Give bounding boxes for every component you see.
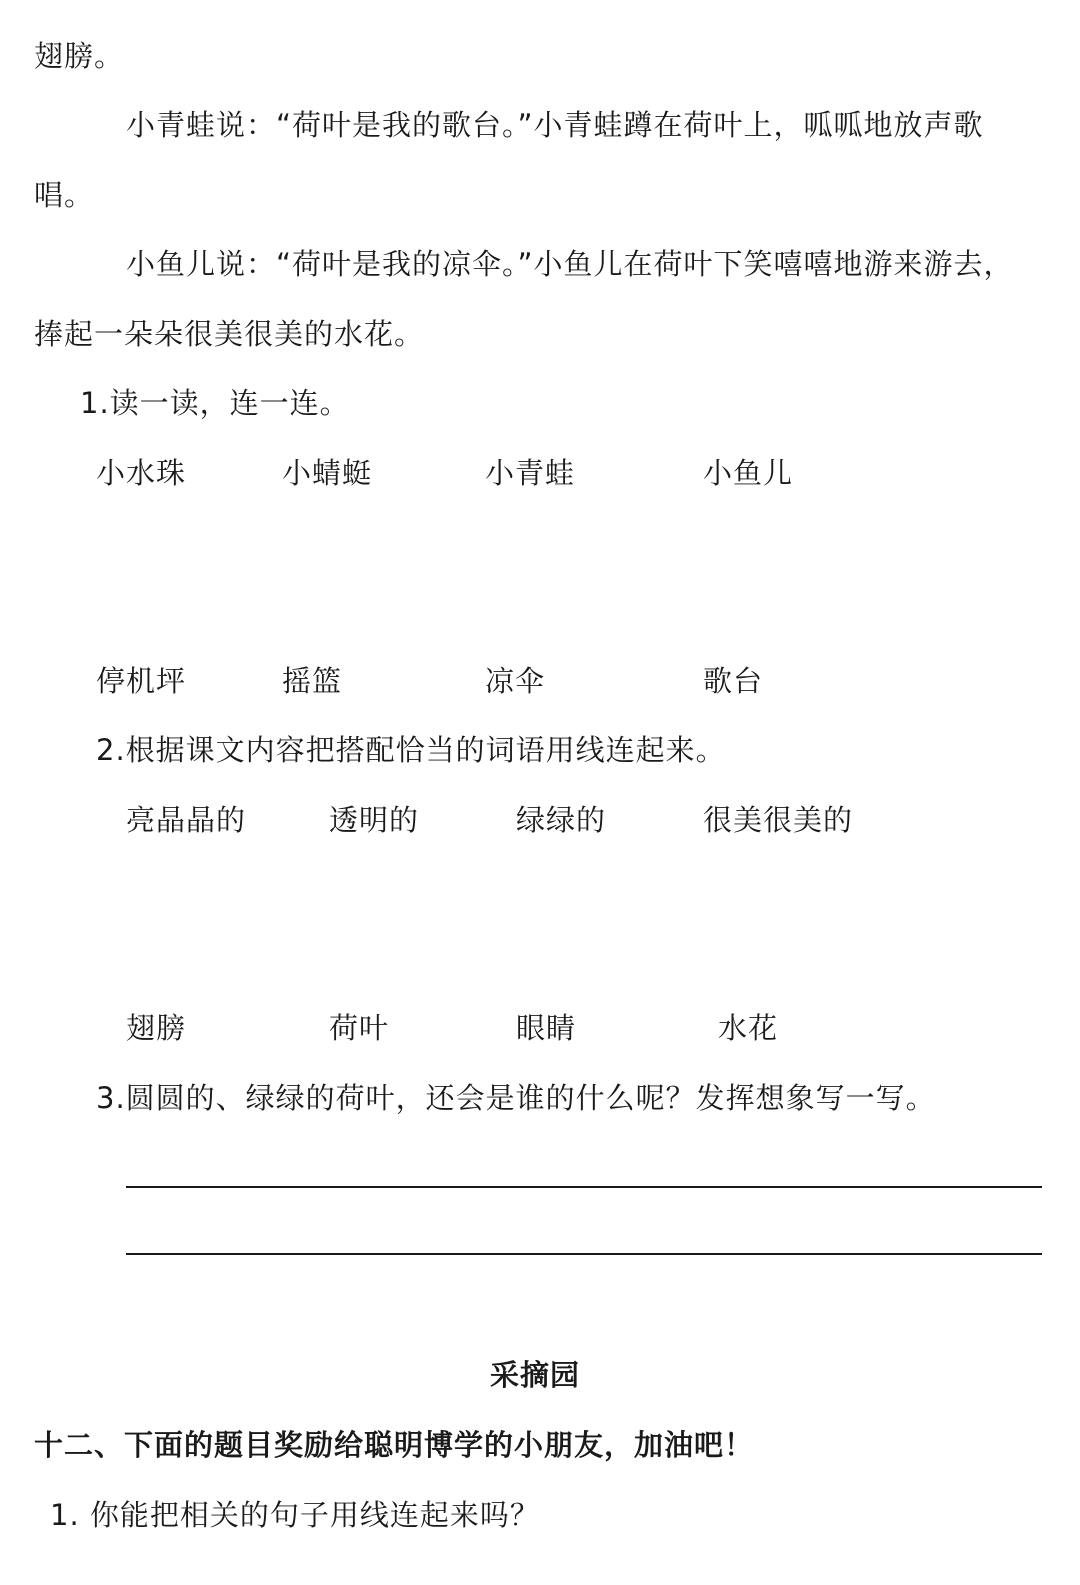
question-3-title: 3.圆圆的、绿绿的荷叶，还会是谁的什么呢？发挥想象写一写。 bbox=[96, 1081, 936, 1115]
question-1-title: 1.读一读，连一连。 bbox=[80, 386, 350, 420]
q1-top-word: 小蜻蜓 bbox=[282, 456, 373, 490]
q2-bottom-word: 翅膀 bbox=[126, 1011, 187, 1045]
q1-top-word: 小青蛙 bbox=[485, 456, 576, 490]
question-2-title: 2.根据课文内容把搭配恰当的词语用线连起来。 bbox=[96, 733, 726, 767]
q1-bottom-word: 凉伞 bbox=[485, 664, 546, 698]
q1-bottom-word: 歌台 bbox=[703, 664, 764, 698]
q1-bottom-word: 停机坪 bbox=[96, 664, 187, 698]
story-line-1: 翅膀。 bbox=[34, 39, 125, 73]
q1-bottom-word: 摇篮 bbox=[282, 664, 343, 698]
q2-top-word: 透明的 bbox=[329, 803, 420, 837]
q2-top-word: 绿绿的 bbox=[516, 803, 607, 837]
task-question-1: 1. 你能把相关的句子用线连起来吗？ bbox=[50, 1498, 540, 1532]
q2-top-word: 亮晶晶的 bbox=[126, 803, 247, 837]
section-heading: 采摘园 bbox=[490, 1358, 581, 1392]
q2-top-word: 很美很美的 bbox=[703, 803, 854, 837]
answer-line[interactable] bbox=[126, 1186, 1042, 1188]
frog-paragraph-line-2: 唱。 bbox=[34, 178, 95, 212]
q1-top-word: 小水珠 bbox=[96, 456, 187, 490]
q2-bottom-word: 荷叶 bbox=[329, 1011, 390, 1045]
fish-paragraph-line-2: 捧起一朵朵很美很美的水花。 bbox=[34, 317, 425, 351]
task-title: 十二、下面的题目奖励给聪明博学的小朋友，加油吧！ bbox=[34, 1428, 755, 1462]
answer-line[interactable] bbox=[126, 1253, 1042, 1255]
fish-paragraph-line-1: 小鱼儿说：“荷叶是我的凉伞。”小鱼儿在荷叶下笑嘻嘻地游来游去， bbox=[126, 247, 1014, 281]
q1-top-word: 小鱼儿 bbox=[703, 456, 794, 490]
frog-paragraph-line-1: 小青蛙说：“荷叶是我的歌台。”小青蛙蹲在荷叶上，呱呱地放声歌 bbox=[126, 108, 984, 142]
q2-bottom-word: 水花 bbox=[718, 1011, 779, 1045]
q2-bottom-word: 眼睛 bbox=[516, 1011, 577, 1045]
